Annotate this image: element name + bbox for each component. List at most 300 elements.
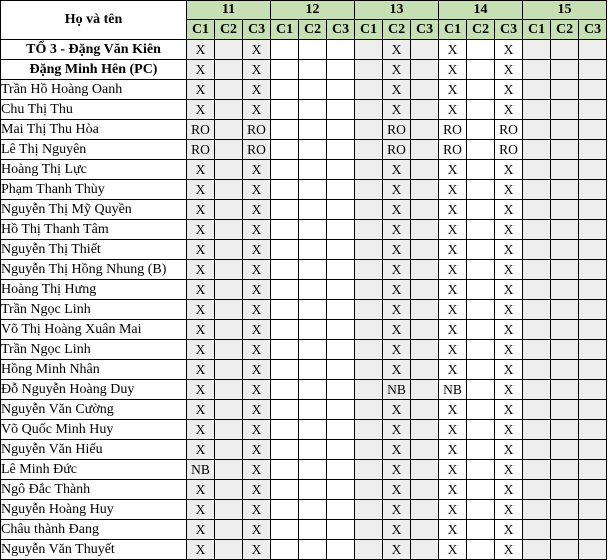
schedule-cell[interactable]: [523, 440, 551, 460]
member-name-cell[interactable]: Nguyễn Hoàng Huy: [1, 500, 187, 520]
group-header-12[interactable]: 12: [271, 1, 355, 20]
schedule-cell[interactable]: [271, 420, 299, 440]
schedule-cell[interactable]: X: [495, 340, 523, 360]
schedule-cell[interactable]: [271, 440, 299, 460]
schedule-cell[interactable]: [467, 100, 495, 120]
schedule-cell[interactable]: X: [383, 280, 411, 300]
schedule-cell[interactable]: X: [383, 220, 411, 240]
schedule-cell[interactable]: X: [439, 540, 467, 560]
schedule-cell[interactable]: [579, 200, 607, 220]
schedule-cell[interactable]: [467, 80, 495, 100]
schedule-cell[interactable]: [579, 480, 607, 500]
member-name-cell[interactable]: Nguyễn Văn Cường: [1, 400, 187, 420]
schedule-cell[interactable]: [215, 120, 243, 140]
schedule-cell[interactable]: [271, 480, 299, 500]
schedule-cell[interactable]: X: [187, 80, 215, 100]
schedule-cell[interactable]: X: [439, 340, 467, 360]
schedule-cell[interactable]: [215, 440, 243, 460]
schedule-cell[interactable]: [579, 120, 607, 140]
schedule-cell[interactable]: [523, 300, 551, 320]
schedule-cell[interactable]: X: [383, 200, 411, 220]
schedule-cell[interactable]: [523, 180, 551, 200]
schedule-cell[interactable]: X: [243, 360, 271, 380]
schedule-cell[interactable]: [551, 220, 579, 240]
sub-header-c2[interactable]: C2: [467, 20, 495, 40]
schedule-cell[interactable]: NB: [187, 460, 215, 480]
schedule-cell[interactable]: [355, 40, 383, 60]
schedule-cell[interactable]: [355, 360, 383, 380]
schedule-cell[interactable]: [411, 120, 439, 140]
schedule-cell[interactable]: [411, 60, 439, 80]
schedule-cell[interactable]: [215, 40, 243, 60]
schedule-cell[interactable]: [551, 460, 579, 480]
schedule-cell[interactable]: [327, 40, 355, 60]
member-name-cell[interactable]: Lê Minh Đức: [1, 460, 187, 480]
sub-header-c3[interactable]: C3: [495, 20, 523, 40]
schedule-cell[interactable]: [355, 440, 383, 460]
schedule-cell[interactable]: X: [243, 220, 271, 240]
schedule-cell[interactable]: [355, 380, 383, 400]
schedule-cell[interactable]: RO: [495, 120, 523, 140]
schedule-cell[interactable]: [467, 200, 495, 220]
schedule-cell[interactable]: X: [439, 420, 467, 440]
schedule-cell[interactable]: [355, 520, 383, 540]
schedule-cell[interactable]: [467, 480, 495, 500]
schedule-cell[interactable]: [411, 160, 439, 180]
schedule-cell[interactable]: X: [495, 220, 523, 240]
schedule-cell[interactable]: X: [243, 40, 271, 60]
schedule-cell[interactable]: X: [439, 80, 467, 100]
schedule-cell[interactable]: X: [495, 380, 523, 400]
schedule-cell[interactable]: X: [187, 300, 215, 320]
schedule-cell[interactable]: X: [439, 520, 467, 540]
member-name-cell[interactable]: Hoàng Thị Hưng: [1, 280, 187, 300]
schedule-cell[interactable]: RO: [383, 140, 411, 160]
schedule-cell[interactable]: X: [187, 480, 215, 500]
schedule-cell[interactable]: [215, 460, 243, 480]
schedule-cell[interactable]: [523, 380, 551, 400]
schedule-cell[interactable]: [215, 500, 243, 520]
schedule-cell[interactable]: [579, 360, 607, 380]
schedule-cell[interactable]: X: [243, 200, 271, 220]
schedule-cell[interactable]: X: [495, 540, 523, 560]
schedule-cell[interactable]: X: [243, 320, 271, 340]
schedule-cell[interactable]: X: [495, 360, 523, 380]
schedule-cell[interactable]: X: [495, 260, 523, 280]
schedule-cell[interactable]: [467, 400, 495, 420]
schedule-cell[interactable]: X: [439, 460, 467, 480]
schedule-cell[interactable]: [411, 260, 439, 280]
schedule-cell[interactable]: [299, 340, 327, 360]
schedule-cell[interactable]: [299, 420, 327, 440]
schedule-cell[interactable]: [551, 180, 579, 200]
schedule-cell[interactable]: [215, 400, 243, 420]
schedule-cell[interactable]: [299, 280, 327, 300]
schedule-cell[interactable]: [411, 360, 439, 380]
schedule-cell[interactable]: [411, 500, 439, 520]
schedule-cell[interactable]: [523, 480, 551, 500]
schedule-cell[interactable]: X: [187, 340, 215, 360]
schedule-cell[interactable]: [579, 380, 607, 400]
schedule-cell[interactable]: [411, 200, 439, 220]
schedule-cell[interactable]: [467, 160, 495, 180]
schedule-cell[interactable]: [271, 80, 299, 100]
schedule-cell[interactable]: X: [187, 520, 215, 540]
schedule-cell[interactable]: [299, 500, 327, 520]
schedule-cell[interactable]: X: [187, 240, 215, 260]
schedule-cell[interactable]: X: [383, 80, 411, 100]
schedule-cell[interactable]: [299, 360, 327, 380]
schedule-cell[interactable]: X: [243, 160, 271, 180]
schedule-cell[interactable]: X: [383, 540, 411, 560]
schedule-cell[interactable]: X: [243, 520, 271, 540]
schedule-cell[interactable]: [271, 460, 299, 480]
schedule-cell[interactable]: X: [243, 180, 271, 200]
schedule-cell[interactable]: [551, 160, 579, 180]
schedule-cell[interactable]: [215, 220, 243, 240]
schedule-cell[interactable]: [523, 240, 551, 260]
schedule-cell[interactable]: RO: [187, 120, 215, 140]
schedule-cell[interactable]: X: [243, 260, 271, 280]
schedule-cell[interactable]: X: [495, 280, 523, 300]
schedule-cell[interactable]: RO: [243, 120, 271, 140]
sub-header-c1[interactable]: C1: [439, 20, 467, 40]
schedule-cell[interactable]: [523, 500, 551, 520]
schedule-cell[interactable]: [551, 320, 579, 340]
schedule-cell[interactable]: X: [383, 260, 411, 280]
schedule-cell[interactable]: X: [439, 300, 467, 320]
schedule-cell[interactable]: [355, 280, 383, 300]
schedule-cell[interactable]: [523, 400, 551, 420]
schedule-cell[interactable]: [551, 60, 579, 80]
schedule-cell[interactable]: [467, 360, 495, 380]
schedule-cell[interactable]: [215, 380, 243, 400]
schedule-cell[interactable]: X: [495, 320, 523, 340]
schedule-cell[interactable]: X: [495, 80, 523, 100]
schedule-cell[interactable]: [215, 280, 243, 300]
schedule-cell[interactable]: [327, 160, 355, 180]
schedule-cell[interactable]: NB: [383, 380, 411, 400]
schedule-cell[interactable]: X: [243, 60, 271, 80]
schedule-cell[interactable]: [299, 120, 327, 140]
schedule-cell[interactable]: X: [383, 520, 411, 540]
schedule-cell[interactable]: [551, 340, 579, 360]
schedule-cell[interactable]: [411, 380, 439, 400]
schedule-cell[interactable]: [271, 60, 299, 80]
member-name-cell[interactable]: Ngô Đắc Thành: [1, 480, 187, 500]
schedule-cell[interactable]: [523, 280, 551, 300]
schedule-cell[interactable]: X: [243, 380, 271, 400]
schedule-cell[interactable]: X: [383, 480, 411, 500]
schedule-cell[interactable]: X: [243, 300, 271, 320]
schedule-cell[interactable]: [299, 520, 327, 540]
schedule-cell[interactable]: [327, 260, 355, 280]
schedule-cell[interactable]: [551, 100, 579, 120]
schedule-cell[interactable]: [411, 520, 439, 540]
schedule-cell[interactable]: [411, 80, 439, 100]
schedule-cell[interactable]: [327, 420, 355, 440]
schedule-cell[interactable]: X: [495, 440, 523, 460]
schedule-cell[interactable]: [551, 260, 579, 280]
schedule-cell[interactable]: X: [439, 60, 467, 80]
schedule-cell[interactable]: X: [383, 100, 411, 120]
schedule-cell[interactable]: [551, 520, 579, 540]
schedule-cell[interactable]: [327, 440, 355, 460]
schedule-cell[interactable]: [355, 120, 383, 140]
sub-header-c3[interactable]: C3: [411, 20, 439, 40]
schedule-cell[interactable]: [215, 520, 243, 540]
schedule-cell[interactable]: [523, 520, 551, 540]
schedule-cell[interactable]: [215, 320, 243, 340]
schedule-cell[interactable]: [411, 140, 439, 160]
schedule-cell[interactable]: X: [495, 160, 523, 180]
schedule-cell[interactable]: X: [439, 480, 467, 500]
schedule-cell[interactable]: X: [495, 300, 523, 320]
schedule-cell[interactable]: X: [383, 360, 411, 380]
schedule-cell[interactable]: [271, 500, 299, 520]
sub-header-c3[interactable]: C3: [243, 20, 271, 40]
schedule-cell[interactable]: [355, 60, 383, 80]
sub-header-c2[interactable]: C2: [299, 20, 327, 40]
schedule-cell[interactable]: X: [495, 180, 523, 200]
member-name-cell[interactable]: Nguyễn Văn Thuyết: [1, 540, 187, 560]
schedule-cell[interactable]: [523, 420, 551, 440]
schedule-cell[interactable]: [411, 40, 439, 60]
schedule-cell[interactable]: X: [187, 160, 215, 180]
schedule-cell[interactable]: [327, 140, 355, 160]
member-name-cell[interactable]: Chu Thị Thu: [1, 100, 187, 120]
member-name-cell[interactable]: Châu thành Đang: [1, 520, 187, 540]
schedule-cell[interactable]: [271, 120, 299, 140]
schedule-cell[interactable]: [271, 100, 299, 120]
schedule-cell[interactable]: [467, 460, 495, 480]
schedule-cell[interactable]: [551, 40, 579, 60]
schedule-cell[interactable]: X: [243, 400, 271, 420]
schedule-cell[interactable]: X: [383, 400, 411, 420]
member-name-cell[interactable]: Đặng Minh Hên (PC): [1, 60, 187, 80]
schedule-cell[interactable]: [299, 320, 327, 340]
schedule-cell[interactable]: [551, 480, 579, 500]
schedule-cell[interactable]: [327, 300, 355, 320]
schedule-cell[interactable]: [523, 460, 551, 480]
schedule-cell[interactable]: [271, 300, 299, 320]
schedule-cell[interactable]: X: [187, 40, 215, 60]
schedule-cell[interactable]: [299, 380, 327, 400]
schedule-cell[interactable]: X: [439, 180, 467, 200]
schedule-cell[interactable]: [299, 220, 327, 240]
schedule-cell[interactable]: [299, 140, 327, 160]
schedule-cell[interactable]: X: [439, 220, 467, 240]
member-name-cell[interactable]: TỔ 3 - Đặng Văn Kiên: [1, 40, 187, 60]
schedule-cell[interactable]: X: [495, 520, 523, 540]
schedule-cell[interactable]: [215, 100, 243, 120]
schedule-cell[interactable]: [299, 60, 327, 80]
schedule-cell[interactable]: [551, 420, 579, 440]
schedule-cell[interactable]: X: [383, 320, 411, 340]
schedule-cell[interactable]: [299, 440, 327, 460]
schedule-cell[interactable]: [327, 200, 355, 220]
schedule-cell[interactable]: [215, 240, 243, 260]
schedule-cell[interactable]: RO: [187, 140, 215, 160]
schedule-cell[interactable]: X: [243, 280, 271, 300]
schedule-cell[interactable]: [467, 260, 495, 280]
schedule-cell[interactable]: X: [439, 400, 467, 420]
schedule-cell[interactable]: X: [243, 440, 271, 460]
schedule-cell[interactable]: [327, 100, 355, 120]
member-name-cell[interactable]: Trần Hồ Hoàng Oanh: [1, 80, 187, 100]
schedule-cell[interactable]: [411, 100, 439, 120]
sub-header-c2[interactable]: C2: [383, 20, 411, 40]
schedule-cell[interactable]: [467, 340, 495, 360]
member-name-cell[interactable]: Hồ Thị Thanh Tâm: [1, 220, 187, 240]
schedule-cell[interactable]: [579, 80, 607, 100]
schedule-cell[interactable]: [327, 480, 355, 500]
schedule-cell[interactable]: X: [495, 240, 523, 260]
schedule-cell[interactable]: X: [439, 260, 467, 280]
schedule-cell[interactable]: [579, 420, 607, 440]
schedule-cell[interactable]: [327, 400, 355, 420]
schedule-cell[interactable]: [551, 240, 579, 260]
schedule-cell[interactable]: [551, 140, 579, 160]
schedule-cell[interactable]: [355, 260, 383, 280]
schedule-cell[interactable]: [271, 200, 299, 220]
schedule-cell[interactable]: [551, 80, 579, 100]
schedule-cell[interactable]: [523, 200, 551, 220]
schedule-cell[interactable]: [355, 300, 383, 320]
schedule-cell[interactable]: [271, 240, 299, 260]
member-name-cell[interactable]: Hoàng Thị Lực: [1, 160, 187, 180]
schedule-cell[interactable]: X: [187, 100, 215, 120]
schedule-cell[interactable]: X: [187, 180, 215, 200]
schedule-cell[interactable]: [411, 340, 439, 360]
schedule-cell[interactable]: [551, 360, 579, 380]
schedule-cell[interactable]: [579, 100, 607, 120]
schedule-cell[interactable]: [579, 140, 607, 160]
schedule-cell[interactable]: X: [439, 500, 467, 520]
group-header-13[interactable]: 13: [355, 1, 439, 20]
schedule-cell[interactable]: [579, 240, 607, 260]
schedule-cell[interactable]: X: [187, 420, 215, 440]
schedule-cell[interactable]: [579, 260, 607, 280]
schedule-cell[interactable]: [299, 260, 327, 280]
schedule-cell[interactable]: X: [383, 300, 411, 320]
schedule-cell[interactable]: [523, 160, 551, 180]
schedule-cell[interactable]: [467, 60, 495, 80]
schedule-cell[interactable]: [579, 160, 607, 180]
group-header-14[interactable]: 14: [439, 1, 523, 20]
schedule-cell[interactable]: X: [243, 240, 271, 260]
schedule-cell[interactable]: X: [383, 240, 411, 260]
schedule-cell[interactable]: X: [383, 340, 411, 360]
schedule-cell[interactable]: [271, 280, 299, 300]
schedule-cell[interactable]: X: [383, 460, 411, 480]
member-name-cell[interactable]: Phạm Thanh Thùy: [1, 180, 187, 200]
schedule-cell[interactable]: [327, 460, 355, 480]
schedule-cell[interactable]: [355, 80, 383, 100]
schedule-cell[interactable]: [467, 140, 495, 160]
schedule-cell[interactable]: X: [495, 60, 523, 80]
schedule-cell[interactable]: X: [187, 320, 215, 340]
sub-header-c1[interactable]: C1: [355, 20, 383, 40]
sub-header-c3[interactable]: C3: [327, 20, 355, 40]
schedule-cell[interactable]: [355, 460, 383, 480]
schedule-cell[interactable]: [355, 500, 383, 520]
schedule-cell[interactable]: [299, 40, 327, 60]
schedule-cell[interactable]: X: [243, 100, 271, 120]
schedule-cell[interactable]: [523, 320, 551, 340]
schedule-cell[interactable]: X: [439, 240, 467, 260]
schedule-cell[interactable]: [579, 300, 607, 320]
schedule-cell[interactable]: [355, 220, 383, 240]
schedule-cell[interactable]: [327, 380, 355, 400]
schedule-cell[interactable]: [215, 200, 243, 220]
schedule-cell[interactable]: [215, 80, 243, 100]
member-name-cell[interactable]: Nguyễn Thị Hồng Nhung (B): [1, 260, 187, 280]
schedule-cell[interactable]: [411, 440, 439, 460]
sub-header-c1[interactable]: C1: [271, 20, 299, 40]
schedule-cell[interactable]: [467, 440, 495, 460]
schedule-cell[interactable]: [467, 420, 495, 440]
schedule-cell[interactable]: [467, 300, 495, 320]
schedule-cell[interactable]: RO: [243, 140, 271, 160]
schedule-cell[interactable]: [411, 240, 439, 260]
schedule-cell[interactable]: [355, 180, 383, 200]
schedule-cell[interactable]: X: [243, 420, 271, 440]
member-name-cell[interactable]: Võ Thị Hoàng Xuân Mai: [1, 320, 187, 340]
schedule-cell[interactable]: [467, 180, 495, 200]
member-name-cell[interactable]: Nguyễn Thị Thiết: [1, 240, 187, 260]
schedule-cell[interactable]: [355, 320, 383, 340]
schedule-cell[interactable]: [467, 500, 495, 520]
schedule-cell[interactable]: X: [495, 420, 523, 440]
member-name-cell[interactable]: Mai Thị Thu Hòa: [1, 120, 187, 140]
schedule-cell[interactable]: [327, 320, 355, 340]
schedule-cell[interactable]: X: [187, 360, 215, 380]
schedule-cell[interactable]: X: [243, 80, 271, 100]
schedule-cell[interactable]: [355, 340, 383, 360]
sub-header-c1[interactable]: C1: [187, 20, 215, 40]
schedule-cell[interactable]: [327, 520, 355, 540]
schedule-cell[interactable]: [355, 140, 383, 160]
schedule-cell[interactable]: X: [243, 540, 271, 560]
schedule-cell[interactable]: [271, 520, 299, 540]
schedule-cell[interactable]: [299, 240, 327, 260]
schedule-cell[interactable]: X: [187, 400, 215, 420]
schedule-cell[interactable]: [551, 440, 579, 460]
schedule-cell[interactable]: [467, 40, 495, 60]
schedule-cell[interactable]: X: [495, 100, 523, 120]
schedule-cell[interactable]: [467, 120, 495, 140]
schedule-cell[interactable]: [579, 440, 607, 460]
member-name-cell[interactable]: Võ Quốc Minh Huy: [1, 420, 187, 440]
member-name-cell[interactable]: Trần Ngọc Linh: [1, 300, 187, 320]
schedule-cell[interactable]: [579, 520, 607, 540]
schedule-cell[interactable]: [327, 360, 355, 380]
schedule-cell[interactable]: [355, 160, 383, 180]
schedule-cell[interactable]: [271, 140, 299, 160]
schedule-cell[interactable]: X: [439, 160, 467, 180]
schedule-cell[interactable]: X: [495, 480, 523, 500]
schedule-cell[interactable]: [579, 280, 607, 300]
schedule-cell[interactable]: [579, 220, 607, 240]
schedule-cell[interactable]: [551, 300, 579, 320]
schedule-cell[interactable]: X: [439, 40, 467, 60]
sub-header-c3[interactable]: C3: [579, 20, 607, 40]
schedule-cell[interactable]: [523, 340, 551, 360]
member-name-cell[interactable]: Nguyễn Văn Hiếu: [1, 440, 187, 460]
schedule-cell[interactable]: X: [383, 40, 411, 60]
schedule-cell[interactable]: X: [187, 500, 215, 520]
